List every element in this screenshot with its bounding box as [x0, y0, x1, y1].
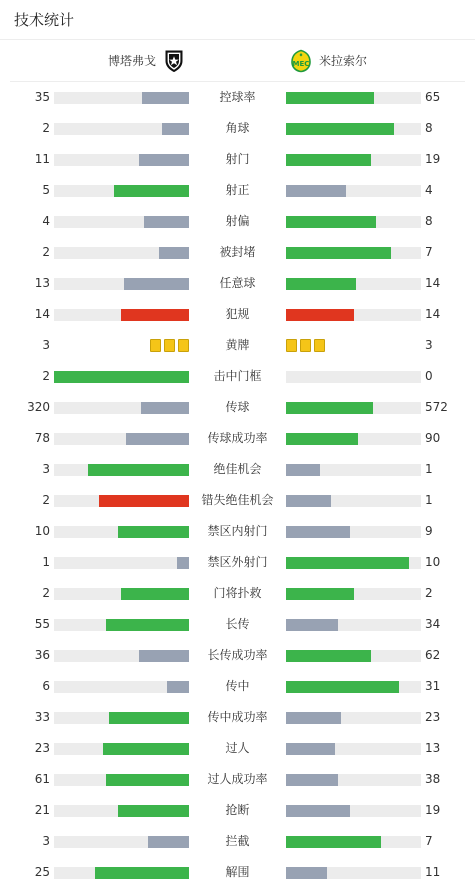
home-bar-track	[54, 495, 189, 507]
home-bar-track	[54, 123, 189, 135]
away-yellow-cards	[286, 339, 325, 352]
away-value: 7	[425, 245, 433, 259]
away-bar-track	[286, 371, 421, 383]
stat-label: 射偏	[225, 214, 250, 228]
home-value: 23	[34, 741, 50, 755]
away-bar-track	[286, 805, 421, 817]
home-value: 14	[34, 307, 50, 321]
home-value: 11	[34, 152, 50, 166]
home-bar-track	[54, 433, 189, 445]
stat-row	[0, 547, 475, 578]
home-bar-fill	[124, 278, 189, 290]
home-value: 2	[42, 369, 50, 383]
home-bar-track	[54, 526, 189, 538]
home-bar-track	[54, 402, 189, 414]
home-bar-track	[54, 247, 189, 259]
away-bar-fill	[286, 619, 338, 631]
home-bar-track	[54, 588, 189, 600]
yellow-card-icon	[300, 339, 311, 352]
home-bar-fill	[95, 867, 189, 879]
yellow-green-crest-icon	[289, 49, 313, 73]
home-value: 61	[34, 772, 50, 786]
away-bar-fill	[286, 216, 376, 228]
home-bar-track	[54, 309, 189, 321]
stat-row	[0, 82, 475, 113]
away-bar-track	[286, 681, 421, 693]
home-bar-fill	[148, 836, 189, 848]
away-bar-fill	[286, 309, 354, 321]
stat-row	[0, 237, 475, 268]
stat-label: 传中	[225, 679, 250, 693]
stat-label: 射正	[225, 183, 250, 197]
away-value: 10	[425, 555, 441, 569]
stat-label: 门将扑救	[213, 586, 262, 600]
away-bar-fill	[286, 154, 371, 166]
stat-row	[0, 454, 475, 485]
away-bar-track	[286, 433, 421, 445]
stat-label: 过人	[225, 741, 250, 755]
home-bar-track	[54, 619, 189, 631]
away-value: 11	[425, 865, 441, 879]
stat-label: 射门	[225, 152, 250, 166]
away-bar-track	[286, 247, 421, 259]
stat-row	[0, 826, 475, 857]
home-bar-fill	[54, 371, 189, 383]
stat-row	[0, 144, 475, 175]
header	[0, 0, 475, 40]
stat-row	[0, 609, 475, 640]
home-bar-track	[54, 278, 189, 290]
home-bar-fill	[106, 619, 189, 631]
home-value: 78	[34, 431, 50, 445]
home-bar-track	[54, 154, 189, 166]
home-bar-fill	[162, 123, 189, 135]
shield-star-crest-icon	[162, 49, 186, 73]
home-bar-fill	[177, 557, 189, 569]
away-value: 14	[425, 276, 441, 290]
home-value: 36	[34, 648, 50, 662]
stat-label: 长传成功率	[207, 648, 268, 662]
away-value: 90	[425, 431, 441, 445]
home-bar-fill	[167, 681, 189, 693]
home-bar-fill	[118, 526, 189, 538]
away-bar-track	[286, 557, 421, 569]
home-value: 320	[27, 400, 50, 414]
away-value: 19	[425, 803, 441, 817]
away-bar-fill	[286, 402, 373, 414]
away-bar-fill	[286, 681, 399, 693]
teams-header	[10, 40, 465, 82]
stat-label: 任意球	[219, 276, 256, 290]
stat-row	[0, 392, 475, 423]
away-bar-track	[286, 278, 421, 290]
home-bar-fill	[109, 712, 189, 724]
home-value: 5	[42, 183, 50, 197]
stat-label: 黄牌	[225, 338, 250, 352]
home-bar-fill	[121, 588, 189, 600]
home-bar-fill	[141, 402, 189, 414]
away-bar-fill	[286, 278, 356, 290]
home-value: 2	[42, 586, 50, 600]
yellow-card-icon	[286, 339, 297, 352]
stat-row	[0, 175, 475, 206]
away-bar-fill	[286, 805, 350, 817]
away-team-name: 米拉索尔	[319, 54, 368, 68]
away-bar-track	[286, 836, 421, 848]
home-value: 6	[42, 679, 50, 693]
home-value: 10	[34, 524, 50, 538]
stat-row	[0, 764, 475, 795]
home-bar-fill	[139, 650, 189, 662]
away-bar-track	[286, 650, 421, 662]
yellow-card-icon	[164, 339, 175, 352]
away-bar-fill	[286, 867, 327, 879]
away-bar-fill	[286, 588, 354, 600]
away-bar-track	[286, 464, 421, 476]
away-bar-track	[286, 309, 421, 321]
home-value: 3	[42, 834, 50, 848]
away-bar-track	[286, 92, 421, 104]
home-value: 21	[34, 803, 50, 817]
yellow-card-icon	[178, 339, 189, 352]
away-bar-track	[286, 867, 421, 879]
svg-text:MEC: MEC	[292, 59, 310, 68]
home-bar-fill	[139, 154, 189, 166]
stat-row	[0, 423, 475, 454]
stat-label: 犯规	[225, 307, 250, 321]
stat-label: 错失绝佳机会	[201, 493, 274, 507]
away-value: 38	[425, 772, 441, 786]
home-bar-track	[54, 712, 189, 724]
home-bar-track	[54, 464, 189, 476]
away-bar-fill	[286, 123, 394, 135]
away-bar-fill	[286, 92, 374, 104]
stat-row	[0, 268, 475, 299]
away-value: 8	[425, 121, 433, 135]
away-bar-fill	[286, 185, 346, 197]
away-bar-track	[286, 123, 421, 135]
home-value: 3	[42, 462, 50, 476]
away-value: 1	[425, 493, 433, 507]
stat-label: 长传	[225, 617, 250, 631]
away-bar-fill	[286, 464, 320, 476]
away-bar-fill	[286, 247, 391, 259]
home-value: 2	[42, 493, 50, 507]
home-bar-track	[54, 774, 189, 786]
home-bar-fill	[144, 216, 189, 228]
stat-label: 控球率	[219, 90, 256, 104]
home-value: 25	[34, 865, 50, 879]
away-value: 13	[425, 741, 441, 755]
stat-row	[0, 640, 475, 671]
stat-label: 绝佳机会	[213, 462, 262, 476]
away-bar-track	[286, 743, 421, 755]
home-bar-track	[54, 650, 189, 662]
stat-label: 传中成功率	[207, 710, 268, 724]
home-value: 2	[42, 121, 50, 135]
away-value: 34	[425, 617, 441, 631]
home-bar-track	[54, 185, 189, 197]
home-bar-fill	[88, 464, 189, 476]
away-bar-fill	[286, 526, 350, 538]
away-bar-track	[286, 154, 421, 166]
away-bar-fill	[286, 495, 331, 507]
home-bar-fill	[118, 805, 189, 817]
home-bar-track	[54, 681, 189, 693]
stat-row	[0, 485, 475, 516]
yellow-card-icon	[150, 339, 161, 352]
home-bar-fill	[103, 743, 189, 755]
stat-label: 过人成功率	[207, 772, 268, 786]
stat-row	[0, 733, 475, 764]
stat-row	[0, 113, 475, 144]
away-value: 8	[425, 214, 433, 228]
away-value: 9	[425, 524, 433, 538]
stat-row	[0, 671, 475, 702]
away-value: 65	[425, 90, 441, 104]
away-bar-fill	[286, 433, 358, 445]
home-value: 33	[34, 710, 50, 724]
away-bar-track	[286, 216, 421, 228]
home-bar-fill	[159, 247, 189, 259]
away-value: 19	[425, 152, 441, 166]
away-bar-fill	[286, 712, 341, 724]
away-bar-track	[286, 495, 421, 507]
stat-label: 传球	[225, 400, 250, 414]
stat-label: 传球成功率	[207, 431, 268, 445]
home-bar-fill	[126, 433, 189, 445]
home-team[interactable]	[10, 49, 233, 73]
stat-label: 禁区内射门	[207, 524, 268, 538]
away-value: 2	[425, 586, 433, 600]
away-value: 0	[425, 369, 433, 383]
home-bar-fill	[142, 92, 189, 104]
home-bar-track	[54, 867, 189, 879]
home-bar-track	[54, 216, 189, 228]
stat-row	[0, 361, 475, 392]
away-bar-track	[286, 588, 421, 600]
stat-row	[0, 857, 475, 888]
home-bar-fill	[99, 495, 189, 507]
home-value: 55	[34, 617, 50, 631]
away-bar-track	[286, 774, 421, 786]
home-value: 35	[34, 90, 50, 104]
away-value: 14	[425, 307, 441, 321]
stat-label: 击中门框	[213, 369, 262, 383]
stat-label: 解围	[225, 865, 250, 879]
home-bar-track	[54, 371, 189, 383]
away-value: 62	[425, 648, 441, 662]
home-bar-track	[54, 836, 189, 848]
away-bar-fill	[286, 557, 409, 569]
away-value: 23	[425, 710, 441, 724]
away-bar-track	[286, 526, 421, 538]
stat-row	[0, 578, 475, 609]
yellow-card-icon	[314, 339, 325, 352]
stat-row	[0, 299, 475, 330]
away-value: 4	[425, 183, 433, 197]
home-bar-track	[54, 92, 189, 104]
home-yellow-cards	[150, 339, 189, 352]
home-value: 13	[34, 276, 50, 290]
away-bar-fill	[286, 836, 381, 848]
stat-label: 禁区外射门	[207, 555, 268, 569]
stat-label: 拦截	[225, 834, 250, 848]
home-value: 3	[42, 338, 50, 352]
home-bar-fill	[106, 774, 189, 786]
stat-row	[0, 702, 475, 733]
away-bar-fill	[286, 774, 338, 786]
away-bar-track	[286, 185, 421, 197]
home-value: 2	[42, 245, 50, 259]
stat-label: 角球	[225, 121, 250, 135]
stat-row	[0, 795, 475, 826]
stat-label: 被封堵	[219, 245, 256, 259]
home-value: 1	[42, 555, 50, 569]
stat-row	[0, 330, 475, 361]
stat-row	[0, 516, 475, 547]
away-bar-track	[286, 712, 421, 724]
away-value: 7	[425, 834, 433, 848]
away-bar-fill	[286, 743, 335, 755]
away-value: 3	[425, 338, 433, 352]
away-bar-fill	[286, 650, 371, 662]
page-title: 技术统计	[14, 11, 75, 29]
stat-row	[0, 206, 475, 237]
away-value: 1	[425, 462, 433, 476]
home-bar-track	[54, 743, 189, 755]
away-bar-track	[286, 619, 421, 631]
away-bar-track	[286, 402, 421, 414]
stat-label: 抢断	[225, 803, 250, 817]
home-team-name: 博塔弗戈	[107, 54, 156, 68]
home-bar-fill	[121, 309, 189, 321]
home-value: 4	[42, 214, 50, 228]
home-bar-track	[54, 557, 189, 569]
away-value: 572	[425, 400, 448, 414]
away-value: 31	[425, 679, 441, 693]
home-bar-fill	[114, 185, 189, 197]
away-team[interactable]	[233, 49, 465, 73]
home-bar-track	[54, 805, 189, 817]
